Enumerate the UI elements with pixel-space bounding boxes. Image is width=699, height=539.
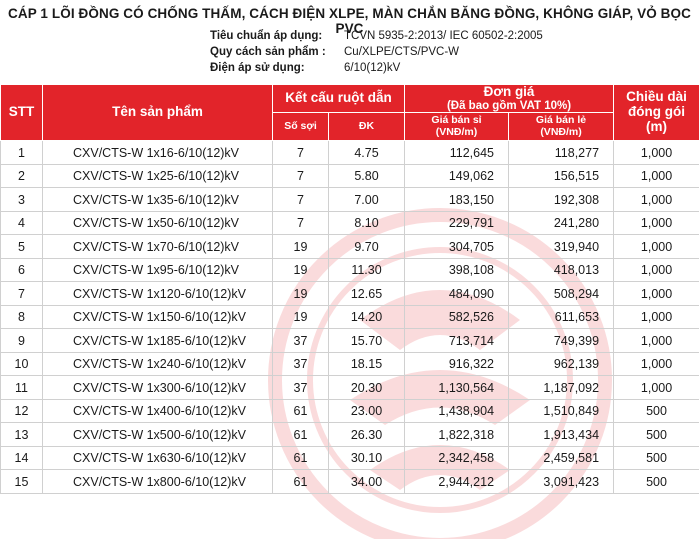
cell-package-length: 1,000: [614, 211, 699, 235]
cell-product-name: CXV/CTS-W 1x185-6/10(12)kV: [43, 329, 273, 353]
table-row: [1, 211, 699, 235]
table-row: [1, 423, 699, 447]
cell-package-length: 1,000: [614, 329, 699, 353]
spec-standard: [0, 30, 699, 46]
cell-stt: 15: [1, 470, 43, 494]
cell-product-name: CXV/CTS-W 1x25-6/10(12)kV: [43, 164, 273, 188]
cell-package-length: 1,000: [614, 305, 699, 329]
cell-strands: 61: [273, 446, 329, 470]
table-row: [1, 352, 699, 376]
cell-dk: 14.20: [329, 305, 405, 329]
cell-strands: 61: [273, 423, 329, 447]
cell-wholesale-price: 916,322: [405, 352, 509, 376]
cell-product-name: CXV/CTS-W 1x630-6/10(12)kV: [43, 446, 273, 470]
cell-stt: 1: [1, 141, 43, 165]
cell-stt: 3: [1, 188, 43, 212]
cell-retail-price: 3,091,423: [509, 470, 614, 494]
cell-dk: 23.00: [329, 399, 405, 423]
cell-package-length: 500: [614, 399, 699, 423]
header-retail-price: [509, 113, 614, 141]
cell-package-length: 500: [614, 470, 699, 494]
spec-label: Điện áp sử dụng:: [210, 62, 305, 74]
table-row: [1, 258, 699, 282]
cell-retail-price: 962,139: [509, 352, 614, 376]
cell-product-name: CXV/CTS-W 1x35-6/10(12)kV: [43, 188, 273, 212]
header-stt: STT: [1, 85, 43, 141]
cell-stt: 5: [1, 235, 43, 259]
cell-retail-price: 156,515: [509, 164, 614, 188]
cell-dk: 34.00: [329, 470, 405, 494]
cell-product-name: CXV/CTS-W 1x800-6/10(12)kV: [43, 470, 273, 494]
table-row: [1, 235, 699, 259]
cell-retail-price: 118,277: [509, 141, 614, 165]
header-wholesale-line2: (VNĐ/m): [435, 125, 478, 138]
cell-product-name: CXV/CTS-W 1x50-6/10(12)kV: [43, 211, 273, 235]
cell-strands: 19: [273, 235, 329, 259]
cell-wholesale-price: 713,714: [405, 329, 509, 353]
cell-retail-price: 192,308: [509, 188, 614, 212]
cell-stt: 12: [1, 399, 43, 423]
spec-label: Quy cách sản phẩm :: [210, 46, 326, 58]
cell-strands: 61: [273, 399, 329, 423]
cell-package-length: 1,000: [614, 235, 699, 259]
cell-retail-price: 508,294: [509, 282, 614, 306]
table-body: [1, 141, 699, 494]
cell-wholesale-price: 229,791: [405, 211, 509, 235]
header-package-length: [614, 85, 699, 141]
cell-wholesale-price: 1,130,564: [405, 376, 509, 400]
header-dk: ĐK: [329, 113, 405, 141]
spec-label: Tiêu chuẩn áp dụng:: [210, 30, 323, 42]
cell-package-length: 1,000: [614, 282, 699, 306]
cell-wholesale-price: 112,645: [405, 141, 509, 165]
header-product-name: Tên sản phẩm: [43, 85, 273, 141]
cell-stt: 4: [1, 211, 43, 235]
cell-strands: 61: [273, 470, 329, 494]
header-retail-line2: (VNĐ/m): [540, 125, 582, 138]
cell-strands: 7: [273, 141, 329, 165]
cell-retail-price: 1,187,092: [509, 376, 614, 400]
header-wholesale-price: [405, 113, 509, 141]
cell-product-name: CXV/CTS-W 1x95-6/10(12)kV: [43, 258, 273, 282]
table-row: [1, 446, 699, 470]
cell-strands: 19: [273, 282, 329, 306]
cell-strands: 19: [273, 305, 329, 329]
cell-retail-price: 1,510,849: [509, 399, 614, 423]
cell-stt: 10: [1, 352, 43, 376]
header-unit-price-title: Đơn giá: [483, 84, 535, 99]
cell-dk: 18.15: [329, 352, 405, 376]
cell-product-name: CXV/CTS-W 1x16-6/10(12)kV: [43, 141, 273, 165]
cell-wholesale-price: 304,705: [405, 235, 509, 259]
table-row: [1, 399, 699, 423]
cell-package-length: 1,000: [614, 141, 699, 165]
table-row: [1, 282, 699, 306]
cell-wholesale-price: 1,438,904: [405, 399, 509, 423]
cell-strands: 37: [273, 329, 329, 353]
cell-dk: 5.80: [329, 164, 405, 188]
cell-dk: 15.70: [329, 329, 405, 353]
cell-package-length: 1,000: [614, 376, 699, 400]
cell-retail-price: 241,280: [509, 211, 614, 235]
header-retail-line1: Giá bán lẻ: [535, 114, 587, 127]
cell-wholesale-price: 1,822,318: [405, 423, 509, 447]
cell-stt: 2: [1, 164, 43, 188]
cell-dk: 7.00: [329, 188, 405, 212]
spec-value: TCVN 5935-2:2013/ IEC 60502-2:2005: [344, 30, 543, 42]
cell-package-length: 1,000: [614, 258, 699, 282]
cell-retail-price: 749,399: [509, 329, 614, 353]
table-row: [1, 470, 699, 494]
cell-wholesale-price: 149,062: [405, 164, 509, 188]
price-table: [0, 84, 699, 494]
cell-strands: 7: [273, 211, 329, 235]
cell-product-name: CXV/CTS-W 1x300-6/10(12)kV: [43, 376, 273, 400]
table-row: [1, 376, 699, 400]
cell-stt: 14: [1, 446, 43, 470]
table-row: [1, 164, 699, 188]
cell-wholesale-price: 398,108: [405, 258, 509, 282]
cell-retail-price: 418,013: [509, 258, 614, 282]
cell-dk: 8.10: [329, 211, 405, 235]
cell-stt: 6: [1, 258, 43, 282]
spec-product-type: [0, 46, 699, 62]
table-row: [1, 305, 699, 329]
cell-package-length: 1,000: [614, 164, 699, 188]
spec-value: Cu/XLPE/CTS/PVC-W: [344, 46, 460, 58]
table-row: [1, 141, 699, 165]
cell-dk: 4.75: [329, 141, 405, 165]
header-wholesale-line1: Giá bán sỉ: [431, 114, 482, 127]
cell-stt: 7: [1, 282, 43, 306]
header-length-line3: (m): [646, 119, 668, 135]
cell-retail-price: 1,913,434: [509, 423, 614, 447]
cell-wholesale-price: 183,150: [405, 188, 509, 212]
spec-voltage: [0, 62, 699, 78]
cell-dk: 11.30: [329, 258, 405, 282]
cell-package-length: 500: [614, 423, 699, 447]
cell-strands: 7: [273, 188, 329, 212]
cell-dk: 9.70: [329, 235, 405, 259]
cell-strands: 37: [273, 376, 329, 400]
cell-dk: 30.10: [329, 446, 405, 470]
cell-product-name: CXV/CTS-W 1x240-6/10(12)kV: [43, 352, 273, 376]
cell-retail-price: 2,459,581: [509, 446, 614, 470]
document-title: CÁP 1 LÕI ĐỒNG CÓ CHỐNG THẤM, CÁCH ĐIỆN XLPE, MÀN CHẮN BĂNG ĐỒNG, KHÔNG GIÁP, VỎ BỌC PVC: [8, 6, 691, 36]
header-conductor-structure: Kết cấu ruột dẫn: [273, 85, 405, 113]
cell-stt: 13: [1, 423, 43, 447]
cell-product-name: CXV/CTS-W 1x500-6/10(12)kV: [43, 423, 273, 447]
cell-wholesale-price: 484,090: [405, 282, 509, 306]
cell-wholesale-price: 2,944,212: [405, 470, 509, 494]
table-row: [1, 188, 699, 212]
cell-product-name: CXV/CTS-W 1x150-6/10(12)kV: [43, 305, 273, 329]
cell-package-length: 500: [614, 446, 699, 470]
header-unit-price: [405, 85, 614, 113]
spec-value: 6/10(12)kV: [344, 62, 401, 74]
cell-stt: 9: [1, 329, 43, 353]
cell-retail-price: 319,940: [509, 235, 614, 259]
cell-package-length: 1,000: [614, 188, 699, 212]
cell-package-length: 1,000: [614, 352, 699, 376]
cell-stt: 11: [1, 376, 43, 400]
cell-strands: 7: [273, 164, 329, 188]
cell-wholesale-price: 2,342,458: [405, 446, 509, 470]
cell-dk: 20.30: [329, 376, 405, 400]
cell-product-name: CXV/CTS-W 1x70-6/10(12)kV: [43, 235, 273, 259]
header-unit-price-note: (Đã bao gồm VAT 10%): [446, 99, 572, 112]
header-length-line1: Chiều dài: [626, 89, 687, 105]
header-strands: Số sợi: [273, 113, 329, 141]
cell-retail-price: 611,653: [509, 305, 614, 329]
cell-dk: 26.30: [329, 423, 405, 447]
cell-strands: 19: [273, 258, 329, 282]
header-length-line2: đóng gói: [628, 104, 686, 120]
cell-stt: 8: [1, 305, 43, 329]
table-row: [1, 329, 699, 353]
cell-product-name: CXV/CTS-W 1x120-6/10(12)kV: [43, 282, 273, 306]
cell-dk: 12.65: [329, 282, 405, 306]
cell-product-name: CXV/CTS-W 1x400-6/10(12)kV: [43, 399, 273, 423]
cell-strands: 37: [273, 352, 329, 376]
cell-wholesale-price: 582,526: [405, 305, 509, 329]
